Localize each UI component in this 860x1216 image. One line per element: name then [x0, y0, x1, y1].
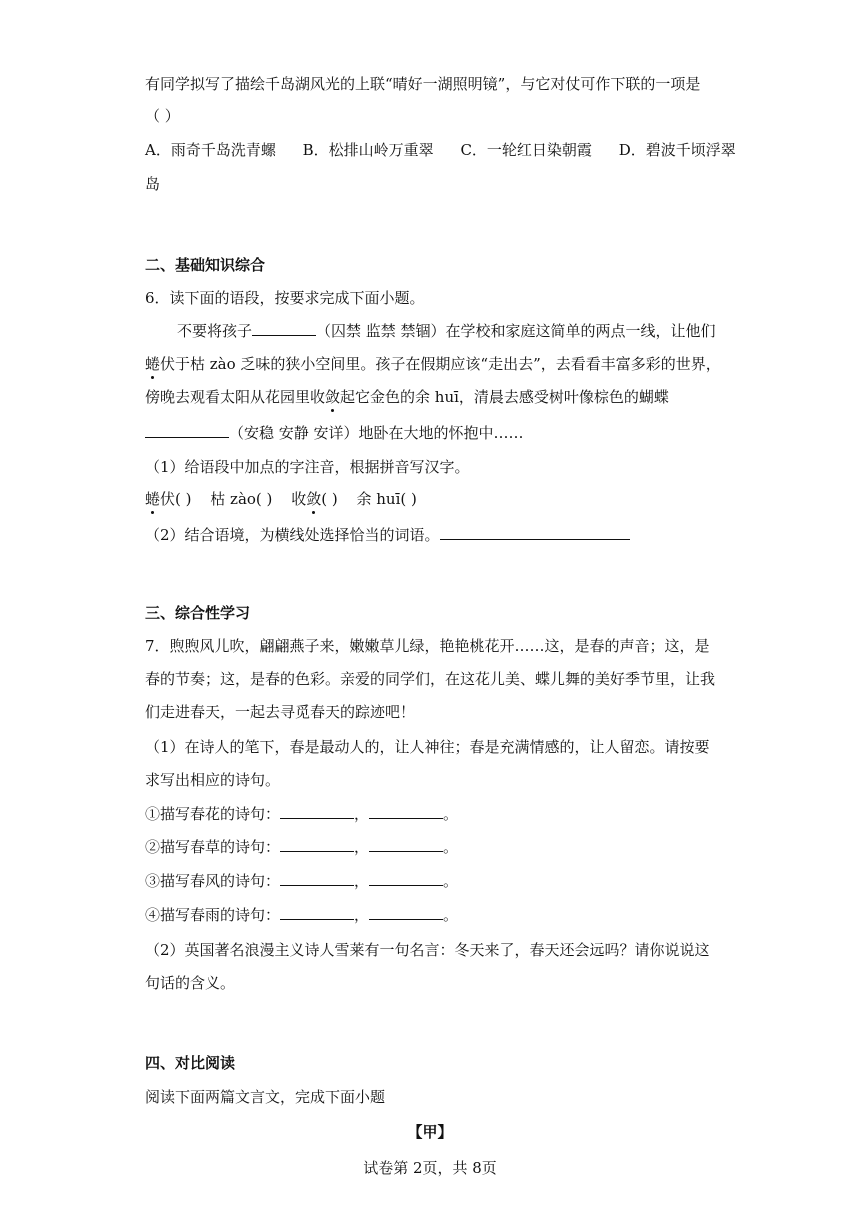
option-a: A．雨奇千岛洗青螺 [145, 141, 276, 159]
q5-stem: 有同学拟写了描绘千岛湖风光的上联“晴好一湖照明镜”，与它对仗可作下联的一项是 [145, 75, 701, 93]
section-heading-4: 四、对比阅读 [145, 1054, 236, 1072]
answer-line[interactable] [440, 525, 630, 540]
section-heading-2: 二、基础知识综合 [145, 256, 266, 274]
q5-options [145, 140, 736, 160]
dotted-char: 敛 [325, 388, 341, 406]
fill-d[interactable]: 余 huī( ) [356, 490, 417, 508]
q5-answer-paren: （ ） [145, 107, 180, 125]
q7-line-2: 春的节奏；这，是春的色彩。亲爱的同学们，在这花儿美、蝶儿舞的美好季节里，让我 [145, 670, 716, 688]
poem-item: ④描写春雨的诗句： ， 。 [145, 906, 459, 924]
option-c: C．一轮红日染朝霞 [460, 141, 592, 159]
page-footer: 试卷第 2页，共 8页 [363, 1159, 497, 1177]
section4-intro: 阅读下面两篇文言文，完成下面小题 [145, 1088, 386, 1106]
poem-item: ②描写春草的诗句： ， 。 [145, 838, 459, 856]
passage-line-1: 不要将孩子 （囚禁 监禁 禁锢）在学校和家庭这简单的两点一线，让他们 [177, 322, 716, 340]
q6-fill-row: 蜷伏( ) 枯 zào( ) 收敛( ) 余 huī( ) [145, 490, 417, 508]
q7-line-1: 7．煦煦风儿吹，翩翩燕子来，嫩嫩草儿绿，艳艳桃花开……这，是春的声音；这，是 [145, 637, 710, 655]
text-label-jia: 【甲】 [407, 1123, 453, 1141]
option-d-wrap: 岛 [145, 175, 161, 193]
fill-a[interactable]: 伏( ) [160, 490, 192, 508]
fill-b[interactable]: 枯 zào( ) [210, 490, 273, 508]
q7-line-3: 们走进春天，一起去寻觅春天的踪迹吧！ [145, 703, 416, 721]
q7-sub2-line-1: （2）英国著名浪漫主义诗人雪莱有一句名言：冬天来了，春天还会远吗？请你说说这 [145, 941, 710, 959]
q7-sub1-line-1: （1）在诗人的笔下，春是最动人的，让人神往；春是充满情感的，让人留恋。请按要 [145, 738, 710, 756]
passage-line-4: （安稳 安静 安详）地卧在大地的怀抱中…… [145, 423, 524, 443]
dotted-char: 蜷 [145, 355, 161, 373]
passage-line-3: 傍晚去观看太阳从花园里收敛起它金色的余 huī，清晨去感受树叶像棕色的蝴蝶 [145, 388, 669, 406]
poem-item: ①描写春花的诗句： ， 。 [145, 805, 459, 823]
section-heading-3: 三、综合性学习 [145, 604, 251, 622]
q7-sub1-line-2: 求写出相应的诗句。 [145, 771, 281, 789]
q6-stem: 6．读下面的语段，按要求完成下面小题。 [145, 289, 425, 307]
option-b: B．松排山岭万重翠 [302, 141, 434, 159]
passage-line-2: 蜷伏于枯 zào 乏味的狭小空间里。孩子在假期应该“走出去”，去看看丰富多彩的世界， [145, 355, 721, 373]
option-d: D．碧波千顷浮翠 [618, 141, 736, 159]
q6-sub2: （2）结合语境，为横线处选择恰当的词语。 [145, 525, 630, 545]
blank-1[interactable] [252, 321, 316, 336]
poem-item: ③描写春风的诗句： ， 。 [145, 872, 459, 890]
q7-sub2-line-2: 句话的含义。 [145, 974, 236, 992]
fill-c[interactable]: ( ) [321, 490, 338, 508]
blank-2[interactable] [145, 423, 229, 438]
q6-sub1: （1）给语段中加点的字注音，根据拼音写汉字。 [145, 458, 470, 476]
